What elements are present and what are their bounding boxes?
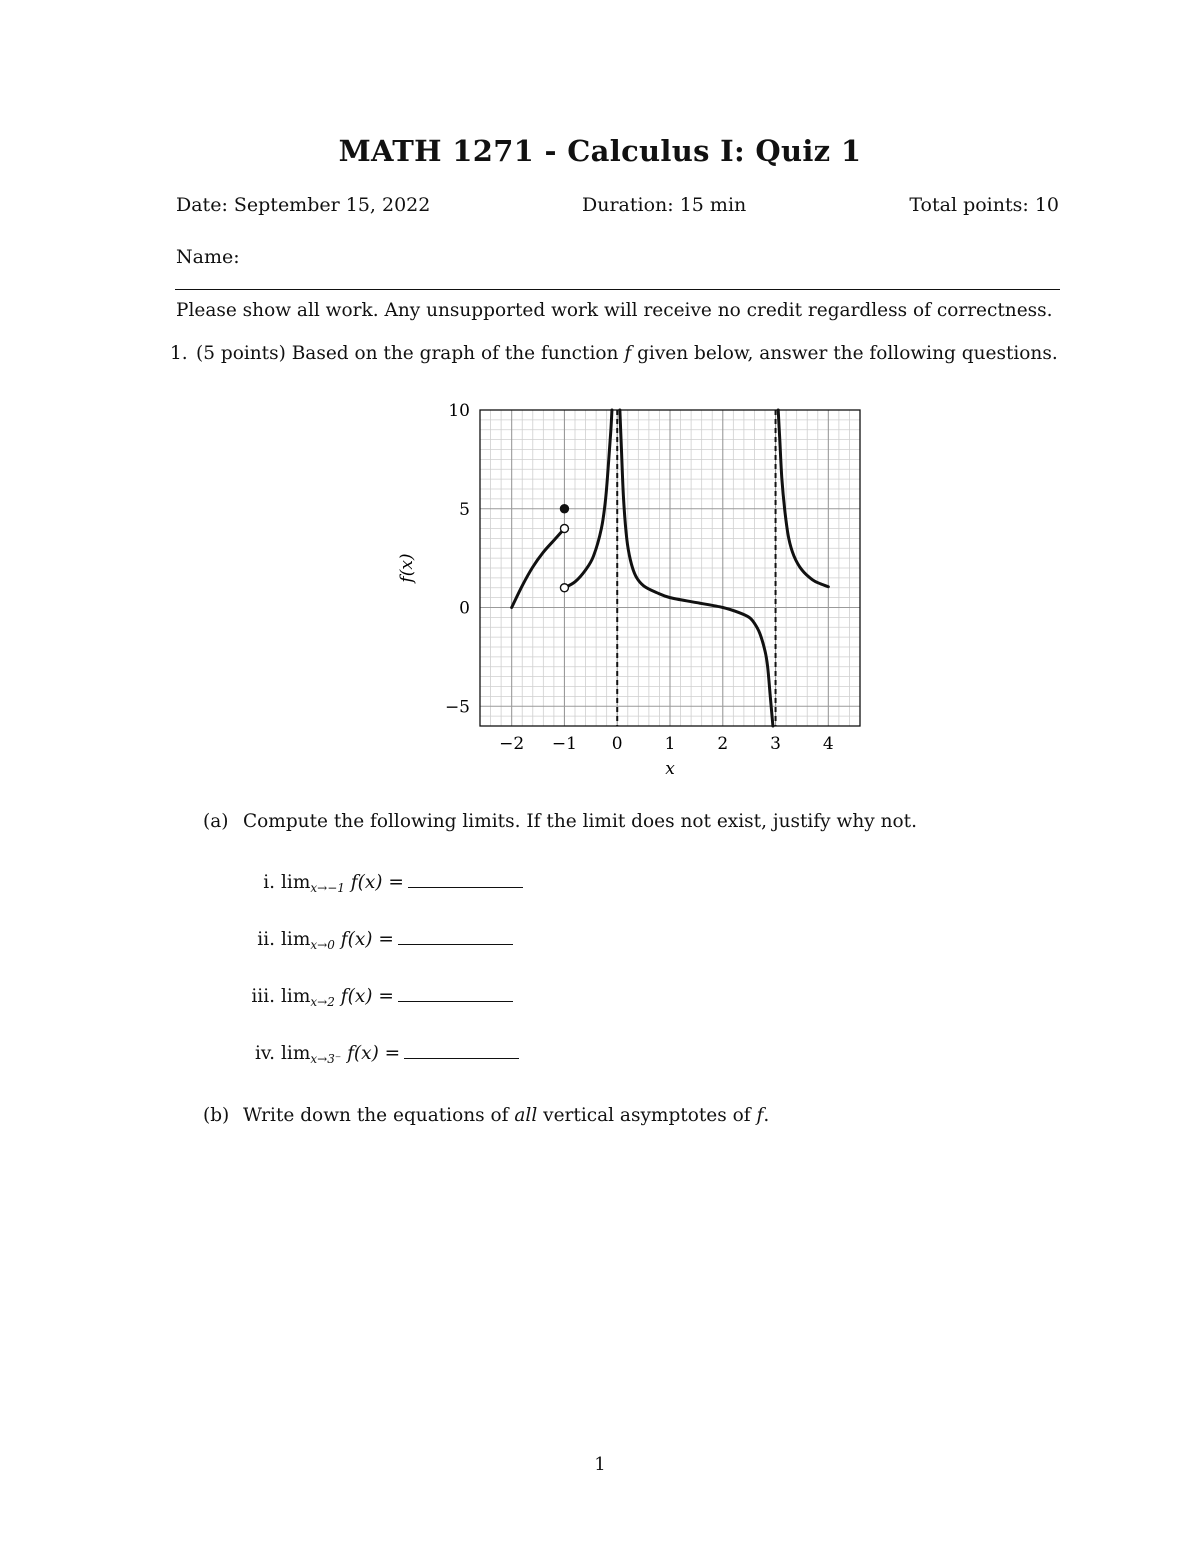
limit-expression <box>281 1043 519 1064</box>
name-label: Name: <box>176 246 240 268</box>
y-tick-label: 0 <box>459 598 470 619</box>
part-b-function-symbol: f <box>756 1105 764 1126</box>
part-b-text-after: . <box>763 1105 770 1126</box>
lim-subscript: x→0 <box>310 938 335 952</box>
part-b-label: (b) <box>203 1105 230 1126</box>
lim-symbol: lim <box>281 872 311 893</box>
lim-subscript: x→3⁻ <box>310 1052 342 1066</box>
y-tick-label: 10 <box>448 401 470 421</box>
q1-function-symbol: f <box>624 343 632 364</box>
open-point <box>560 584 568 592</box>
answer-blank[interactable] <box>398 986 513 1002</box>
x-tick-label: 2 <box>717 734 729 754</box>
x-tick-label: 3 <box>770 734 781 754</box>
lim-symbol: lim <box>281 1043 311 1064</box>
quiz-duration: Duration: 15 min <box>582 194 747 216</box>
part-b-text <box>243 1105 769 1126</box>
question-1-text <box>196 343 1058 364</box>
x-tick-label: 0 <box>611 734 623 754</box>
function-graph <box>380 390 880 785</box>
question-1-number: 1. <box>170 343 188 364</box>
lim-subscript: x→−1 <box>310 881 345 895</box>
x-axis-label: x <box>665 759 675 779</box>
y-tick-label: −5 <box>444 697 470 718</box>
lim-fx: f(x) = <box>350 872 404 893</box>
filled-point <box>560 505 568 513</box>
x-tick-label: 4 <box>822 734 834 754</box>
lim-symbol: lim <box>281 929 311 950</box>
quiz-date: Date: September 15, 2022 <box>176 194 431 216</box>
part-b-emphasis: all <box>514 1105 538 1126</box>
limit-expression <box>281 929 513 950</box>
name-line <box>175 289 1060 290</box>
answer-blank[interactable] <box>408 872 523 888</box>
answer-blank[interactable] <box>404 1043 519 1059</box>
part-b-text-before: Write down the equations of <box>243 1105 515 1126</box>
x-tick-label: 1 <box>664 734 676 754</box>
x-tick-labels <box>499 734 834 754</box>
page-number: 1 <box>594 1454 606 1475</box>
part-b-text-middle: vertical asymptotes of <box>537 1105 757 1126</box>
x-tick-label: −1 <box>551 734 577 754</box>
limit-expression <box>281 986 513 1007</box>
answer-blank[interactable] <box>398 929 513 945</box>
part-a-text: Compute the following limits. If the limit does not exist, justify why not. <box>243 811 917 832</box>
part-a-label: (a) <box>203 811 229 832</box>
y-tick-labels <box>445 401 470 717</box>
lim-symbol: lim <box>281 986 311 1007</box>
q1-text-before: (5 points) Based on the graph of the function <box>196 343 625 364</box>
q1-text-after: given below, answer the following questions. <box>631 343 1058 364</box>
limit-numeral: iii. <box>251 986 275 1007</box>
lim-fx: f(x) = <box>347 1043 401 1064</box>
x-tick-label: −2 <box>499 734 525 754</box>
y-axis-label: f(x) <box>397 553 417 583</box>
open-point <box>560 525 568 533</box>
lim-subscript: x→2 <box>310 995 335 1009</box>
quiz-title: MATH 1271 - Calculus I: Quiz 1 <box>338 134 862 168</box>
limit-expression <box>281 872 523 893</box>
y-tick-label: 5 <box>459 499 470 520</box>
lim-fx: f(x) = <box>340 986 394 1007</box>
limit-numeral: i. <box>263 872 275 893</box>
instructions: Please show all work. Any unsupported work will receive no credit regardless of correctness. <box>176 300 1053 321</box>
limit-numeral: iv. <box>254 1043 275 1064</box>
limit-numeral: ii. <box>257 929 275 950</box>
lim-fx: f(x) = <box>340 929 394 950</box>
quiz-total-points: Total points: 10 <box>909 194 1059 216</box>
